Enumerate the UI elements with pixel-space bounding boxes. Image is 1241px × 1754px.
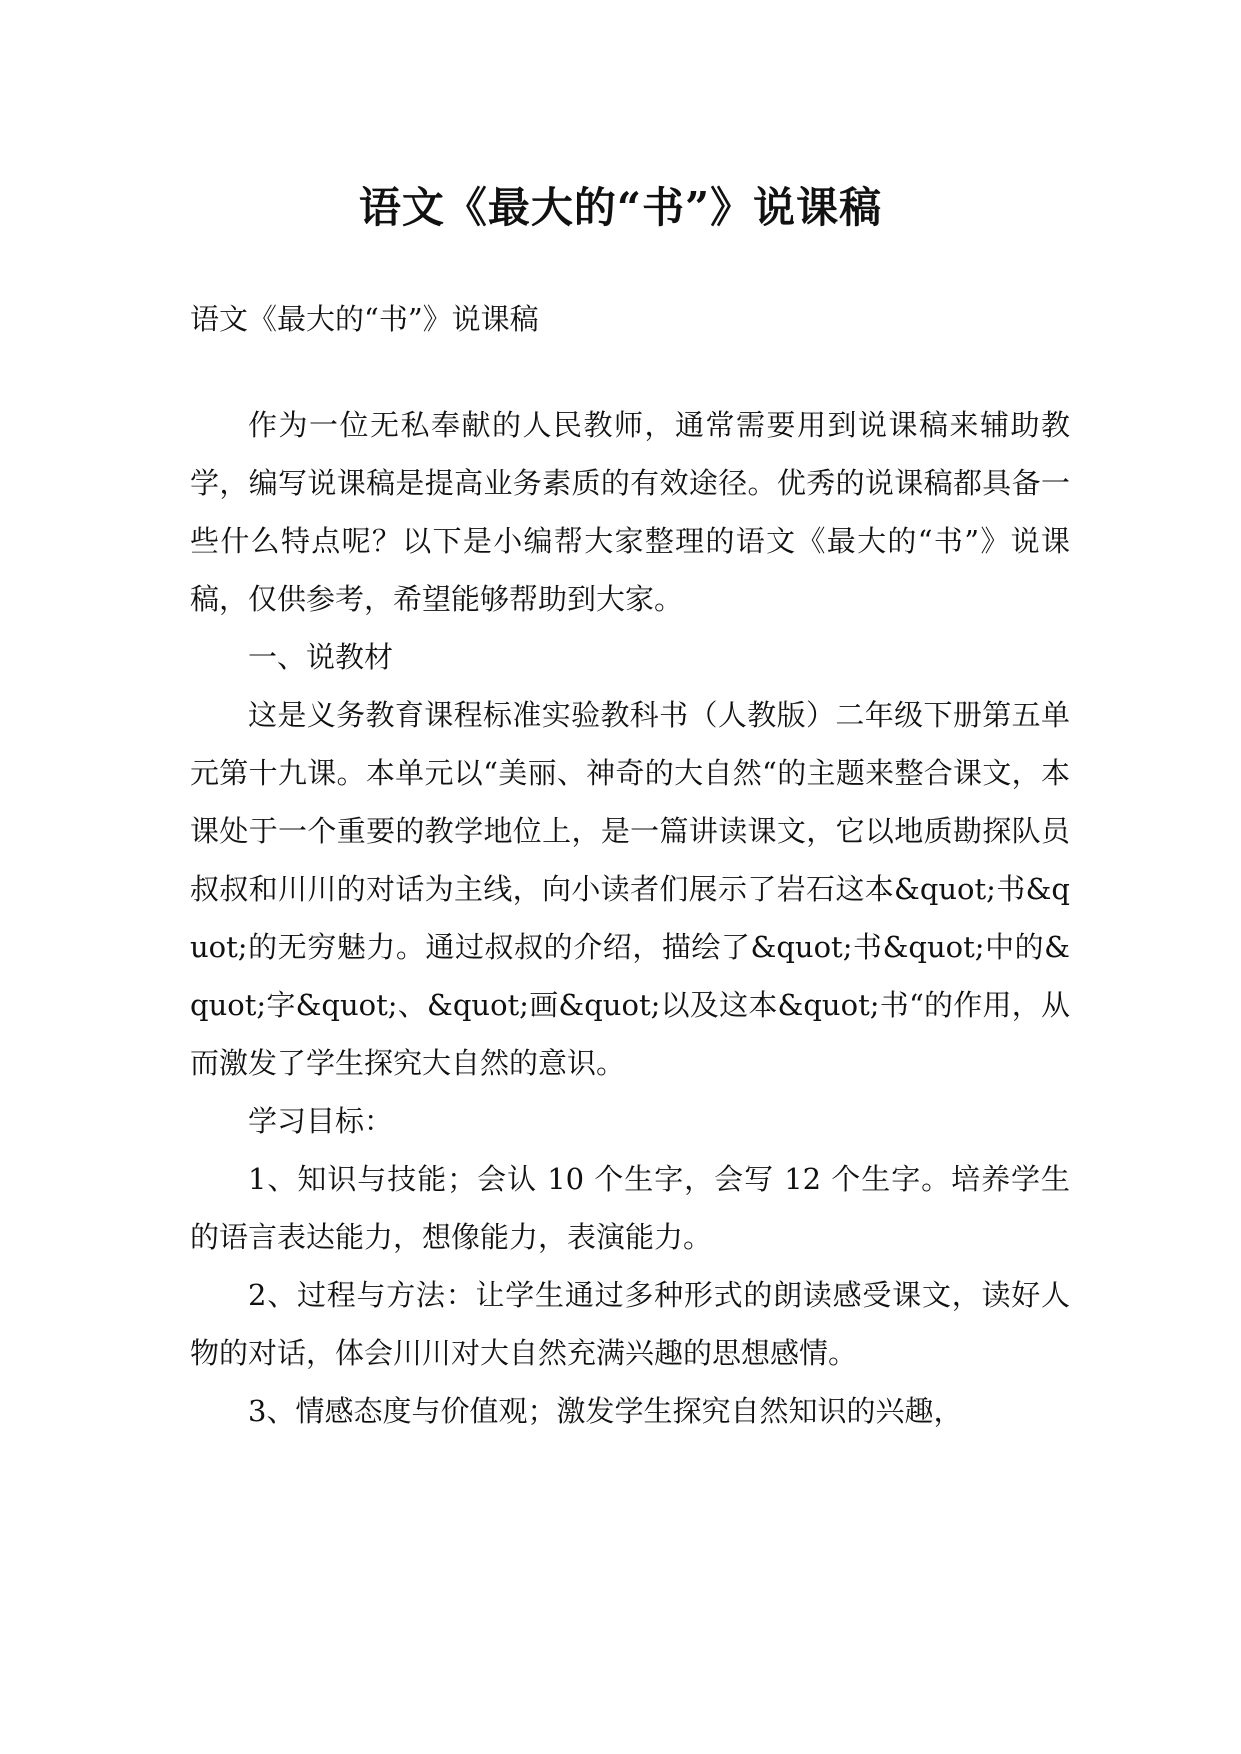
document-body [190, 290, 1070, 1440]
section-heading-objectives: 学习目标： [248, 1104, 394, 1138]
section-heading-textbook: 一、说教材 [248, 640, 394, 674]
intro-paragraph: 作为一位无私奉献的人民教师，通常需要用到说课稿来辅助教学，编写说课稿是提高业务素质的有效途径。优秀的说课稿都具备一些什么特点呢？以下是小编帮大家整理的语文《最大的“书”》说课稿，仅供参考，希望能够帮助到大家。 [190, 408, 1070, 616]
objective-item-3: 3、情感态度与价值观；激发学生探究自然知识的兴趣， [248, 1394, 963, 1428]
document-subtitle: 语文《最大的“书”》说课稿 [190, 302, 539, 336]
textbook-paragraph: 这是义务教育课程标准实验教科书（人教版）二年级下册第五单元第十九课。本单元以“美丽、神奇的大自然“的主题来整合课文，本课处于一个重要的教学地位上，是一篇讲读课文，它以地质勘探队员叔叔和川川的对话为主线，向小读者们展示了岩石这本&quot;书&quot;的无穷魅力。通过叔叔的介绍，描绘了&quot;书&quot;中的&quot;字&quot;、&quot;画&quot;以及这本&quot;书“的作用，从而激发了学生探究大自然的意识。 [190, 698, 1070, 1080]
document-title: 语文《最大的“书”》说课稿 [358, 183, 883, 233]
objective-item-2: 2、过程与方法：让学生通过多种形式的朗读感受课文，读好人物的对话，体会川川对大自然充满兴趣的思想感情。 [190, 1278, 1070, 1370]
objective-item-1: 1、知识与技能；会认 10 个生字，会写 12 个生字。培养学生的语言表达能力，想像能力，表演能力。 [190, 1162, 1070, 1254]
